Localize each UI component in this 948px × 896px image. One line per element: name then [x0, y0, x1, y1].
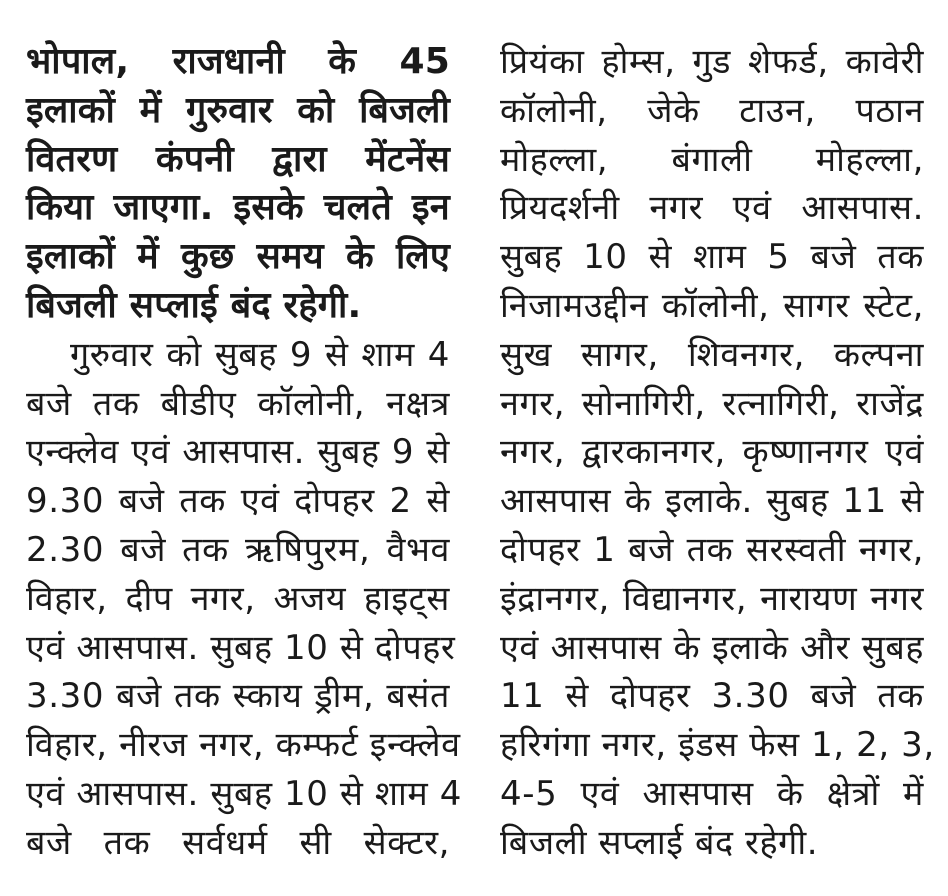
article-body-left	[26, 331, 462, 868]
body-line: आसपास के इलाके. सुबह 11 से	[500, 481, 924, 522]
body-line: मोहल्ला, बंगाली मोहल्ला,	[500, 139, 924, 180]
body-line: नगर, सोनागिरी, रत्नागिरी, राजेंद्र	[500, 383, 924, 424]
body-line: 3.30 बजे तक स्काय ड्रीम, बसंत	[26, 676, 450, 717]
body-line: बजे तक सर्वधर्म सी सेक्टर,	[26, 822, 450, 863]
headline-line: इलाकों में कुछ समय के लिए	[26, 236, 450, 278]
headline-line: बिजली सप्लाई बंद रहेगी.	[26, 284, 362, 326]
body-line: एवं आसपास के इलाके और सुबह	[500, 627, 924, 668]
body-line: गुरुवार को सुबह 9 से शाम 4	[70, 334, 450, 375]
body-line: दोपहर 1 बजे तक सरस्वती नगर,	[500, 529, 924, 570]
body-line: 9.30 बजे तक एवं दोपहर 2 से	[26, 481, 450, 522]
body-line: प्रियदर्शनी नगर एवं आसपास.	[500, 188, 924, 229]
column-gutter	[473, 30, 474, 860]
article-headline	[26, 38, 450, 331]
body-line: एवं आसपास. सुबह 10 से शाम 4	[26, 773, 462, 814]
body-line: एन्क्लेव एवं आसपास. सुबह 9 से	[26, 432, 450, 473]
body-line: हरिगंगा नगर, इंडस फेस 1, 2, 3,	[500, 725, 935, 766]
body-line: विहार, दीप नगर, अजय हाइट्स	[26, 578, 450, 619]
body-line: विहार, नीरज नगर, कम्फर्ट इन्क्लेव	[26, 725, 461, 766]
article-body-right	[500, 38, 935, 868]
body-line: कॉलोनी, जेके टाउन, पठान	[500, 90, 924, 131]
body-line: इंद्रानगर, विद्यानगर, नारायण नगर	[500, 578, 924, 619]
left-column	[26, 38, 462, 868]
headline-line: वितरण कंपनी द्वारा मेंटनेंस	[26, 138, 450, 180]
body-line: 2.30 बजे तक ऋषिपुरम, वैभव	[26, 529, 450, 570]
body-line: बजे तक बीडीए कॉलोनी, नक्षत्र	[26, 383, 450, 424]
body-line: एवं आसपास. सुबह 10 से दोपहर	[26, 627, 456, 668]
headline-line: किया जाएगा. इसके चलते इन	[26, 187, 450, 229]
body-line: 4-5 एवं आसपास के क्षेत्रों में	[500, 773, 924, 814]
body-line: बिजली सप्लाई बंद रहेगी.	[500, 822, 819, 863]
headline-line: इलाकों में गुरुवार को बिजली	[26, 89, 450, 131]
headline-line: भोपाल, राजधानी के 45	[26, 41, 450, 82]
body-line: सुबह 10 से शाम 5 बजे तक	[500, 237, 924, 278]
body-line: प्रियंका होम्स, गुड शेफर्ड, कावेरी	[500, 42, 924, 82]
body-line: नगर, द्वारकानगर, कृष्णानगर एवं	[500, 432, 924, 473]
body-line: निजामउद्दीन कॉलोनी, सागर स्टेट,	[500, 285, 924, 326]
right-column	[500, 38, 935, 868]
body-line: सुख सागर, शिवनगर, कल्पना	[500, 334, 924, 375]
body-line: 11 से दोपहर 3.30 बजे तक	[500, 676, 924, 717]
